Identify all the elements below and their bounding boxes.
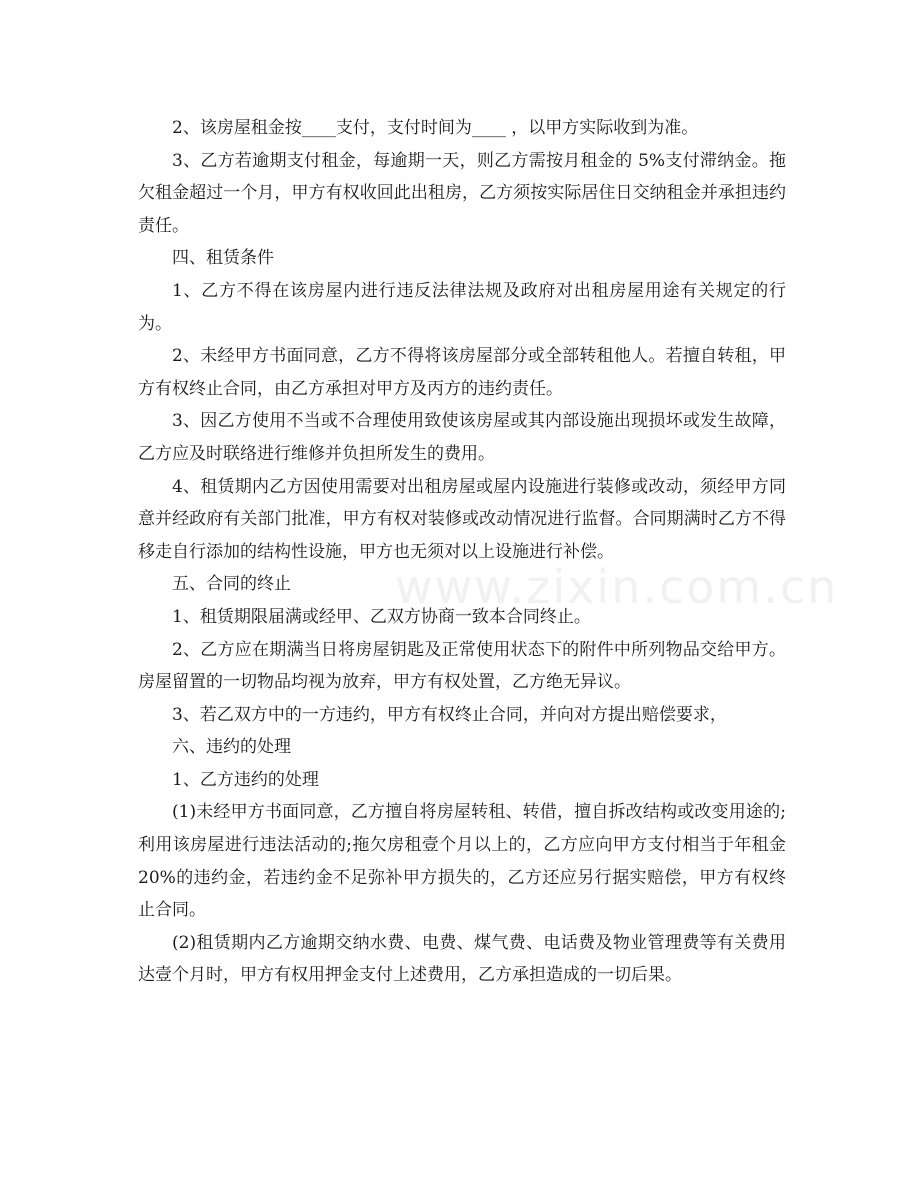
paragraph-repair-duty: 3、因乙方使用不当或不合理使用致使该房屋或其内部设施出现损坏或发生故障，乙方应及时联络进行维修并负担所发生的费用。 bbox=[138, 411, 786, 464]
paragraph-rent-payment: 2、该房屋租金按____支付，支付时间为____ ，以甲方实际收到为准。 bbox=[172, 118, 699, 138]
watermark: www.zixin.com.cn bbox=[395, 560, 839, 614]
paragraph-breach-item-2: (2)租赁期内乙方逾期交纳水费、电费、煤气费、电话费及物业管理费等有关费用达壹个月时，甲方有权用押金支付上述费用，乙方承担造成的一切后果。 bbox=[138, 932, 786, 986]
paragraph-late-fee: 3、乙方若逾期支付租金，每逾期一天，则乙方需按月租金的 5%支付滞纳金。拖欠租金超过一个月，甲方有权收回此出租房，乙方须按实际居住日交纳租金并承担违约责任。 bbox=[138, 150, 786, 236]
paragraph-breach-item-1: (1)未经甲方书面同意，乙方擅自将房屋转租、转借，擅自拆改结构或改变用途的;利用该房屋进行违法活动的;拖欠房租壹个月以上的，乙方应向甲方支付相当于年租金 20%的违约金，若违约金不足弥补甲方损失的，乙方还应另行据实赔偿，甲方有权终止合同。 bbox=[138, 802, 786, 921]
section-heading-lease-conditions: 四、租赁条件 bbox=[172, 248, 274, 269]
section-heading-breach-handling: 六、违约的处理 bbox=[172, 737, 291, 758]
document-body bbox=[138, 112, 786, 992]
paragraph-no-illegal-use: 1、乙方不得在该房屋内进行违反法律法规及政府对出租房屋用途有关规定的行为。 bbox=[138, 280, 786, 334]
paragraph-termination-expiry: 1、租赁期限届满或经甲、乙双方协商一致本合同终止。 bbox=[172, 606, 591, 627]
paragraph-return-keys: 2、乙方应在期满当日将房屋钥匙及正常使用状态下的附件中所列物品交给甲方。房屋留置的一切物品均视为放弃，甲方有权处置，乙方绝无异议。 bbox=[138, 639, 786, 693]
subsection-heading-tenant-breach: 1、乙方违约的处理 bbox=[172, 769, 319, 790]
section-heading-termination: 五、合同的终止 bbox=[172, 574, 291, 595]
paragraph-renovation: 4、租赁期内乙方因使用需要对出租房屋或屋内设施进行装修或改动，须经甲方同意并经政府有关部门批准，甲方有权对装修或改动情况进行监督。合同期满时乙方不得移走自行添加的结构性设施，甲方也无须对以上设施进行补偿。 bbox=[138, 476, 786, 562]
paragraph-breach-compensation: 3、若乙双方中的一方违约，甲方有权终止合同，并向对方提出赔偿要求， bbox=[172, 704, 727, 725]
paragraph-no-sublease: 2、未经甲方书面同意，乙方不得将该房屋部分或全部转租他人。若擅自转租，甲方有权终止合同，由乙方承担对甲方及丙方的违约责任。 bbox=[138, 346, 786, 399]
